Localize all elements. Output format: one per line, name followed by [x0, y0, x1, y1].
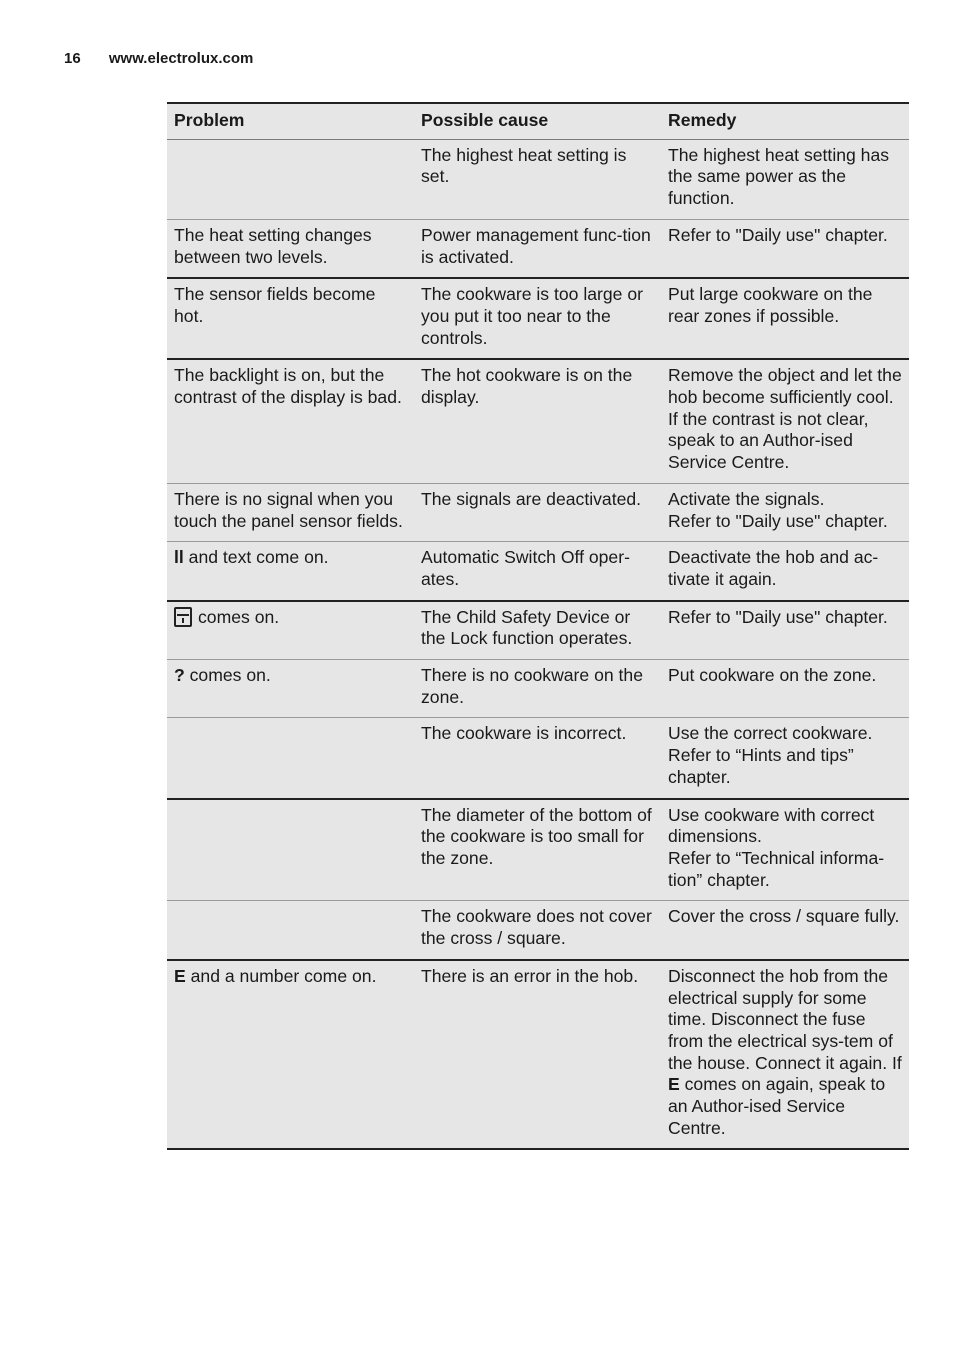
- problem-cell: [167, 139, 414, 219]
- problem-cell: [167, 799, 414, 901]
- problem-cell: There is no signal when you touch the panel sensor fields.: [167, 483, 414, 541]
- remedy-cell: Remove the object and let the hob become sufficiently cool. If the contrast is not clear, speak to an Author-ised Service Centre.: [661, 359, 909, 483]
- remedy-cell: [661, 799, 909, 901]
- table-row: [167, 359, 909, 483]
- cause-cell: Automatic Switch Off oper-ates.: [414, 542, 661, 601]
- column-header-possible-cause: Possible cause: [414, 103, 661, 139]
- table-row: [167, 718, 909, 799]
- cause-cell: Power management func-tion is activated.: [414, 219, 661, 278]
- display-symbol: ll: [174, 547, 184, 568]
- display-symbol: ?: [174, 665, 185, 686]
- child-lock-icon: [174, 607, 192, 627]
- cause-cell: There is an error in the hob.: [414, 960, 661, 1150]
- page-header: [64, 50, 253, 67]
- remedy-cell: Refer to "Daily use" chapter.: [661, 601, 909, 660]
- table-row: [167, 219, 909, 278]
- table-row: [167, 542, 909, 601]
- problem-text: comes on.: [198, 606, 280, 627]
- table-row: [167, 960, 909, 1150]
- remedy-text: comes on again, speak to an Author-ised Service Centre.: [668, 1074, 886, 1138]
- remedy-cell: Cover the cross / square fully.: [661, 901, 909, 960]
- problem-text: comes on.: [184, 665, 271, 686]
- remedy-cell: [661, 483, 909, 541]
- problem-cell: [167, 660, 414, 718]
- cause-cell: The hot cookware is on the display.: [414, 359, 661, 483]
- website-url: www.electrolux.com: [108, 50, 254, 67]
- remedy-cell: Put cookware on the zone.: [661, 660, 909, 718]
- cause-cell: The cookware is too large or you put it too near to the controls.: [414, 278, 661, 359]
- table-row: [167, 601, 909, 660]
- remedy-cell: Deactivate the hob and ac-tivate it again.: [661, 542, 909, 601]
- table-header-row: [167, 103, 909, 139]
- table-row: [167, 483, 909, 541]
- cause-cell: The cookware is incorrect.: [414, 718, 661, 799]
- remedy-line: Activate the signals.: [668, 488, 825, 509]
- display-symbol: E: [668, 1074, 680, 1095]
- display-symbol: E: [174, 965, 186, 986]
- remedy-cell: Put large cookware on the rear zones if possible.: [661, 278, 909, 359]
- remedy-line: Refer to "Daily use" chapter.: [668, 510, 888, 531]
- problem-cell: [167, 901, 414, 960]
- problem-cell: The sensor fields become hot.: [167, 278, 414, 359]
- remedy-cell: [661, 718, 909, 799]
- problem-cell: The backlight is on, but the contrast of the display is bad.: [167, 359, 414, 483]
- table-row: [167, 139, 909, 219]
- cause-cell: The cookware does not cover the cross / square.: [414, 901, 661, 960]
- remedy-text: Disconnect the hob from the electrical supply for some time. Disconnect the fuse from the electrical sys-tem of the house. Connect it again. If: [668, 965, 902, 1073]
- problem-cell: The heat setting changes between two levels.: [167, 219, 414, 278]
- problem-text: and text come on.: [183, 547, 329, 568]
- remedy-line: Use cookware with correct dimensions.: [668, 804, 875, 847]
- remedy-cell: The highest heat setting has the same power as the function.: [661, 139, 909, 219]
- remedy-line: Use the correct cookware.: [668, 723, 873, 744]
- table-row: [167, 660, 909, 718]
- problem-cell: [167, 542, 414, 601]
- cause-cell: The diameter of the bottom of the cookware is too small for the zone.: [414, 799, 661, 901]
- column-header-problem: Problem: [167, 103, 414, 139]
- problem-text: and a number come on.: [185, 965, 377, 986]
- table-row: [167, 278, 909, 359]
- remedy-cell: [661, 960, 909, 1150]
- troubleshooting-table-container: [167, 102, 909, 1150]
- troubleshooting-table: [167, 102, 909, 1150]
- remedy-line: Refer to “Technical informa-tion” chapter.: [668, 847, 885, 890]
- problem-cell: [167, 960, 414, 1150]
- cause-cell: The highest heat setting is set.: [414, 139, 661, 219]
- remedy-cell: Refer to "Daily use" chapter.: [661, 219, 909, 278]
- remedy-line: Refer to “Hints and tips” chapter.: [668, 745, 854, 787]
- table-row: [167, 799, 909, 901]
- cause-cell: The Child Safety Device or the Lock function operates.: [414, 601, 661, 660]
- problem-cell: [167, 718, 414, 799]
- problem-cell: [167, 601, 414, 660]
- cause-cell: The signals are deactivated.: [414, 483, 661, 541]
- page-number: 16: [64, 50, 81, 67]
- cause-cell: There is no cookware on the zone.: [414, 660, 661, 718]
- table-row: [167, 901, 909, 960]
- column-header-remedy: Remedy: [661, 103, 909, 139]
